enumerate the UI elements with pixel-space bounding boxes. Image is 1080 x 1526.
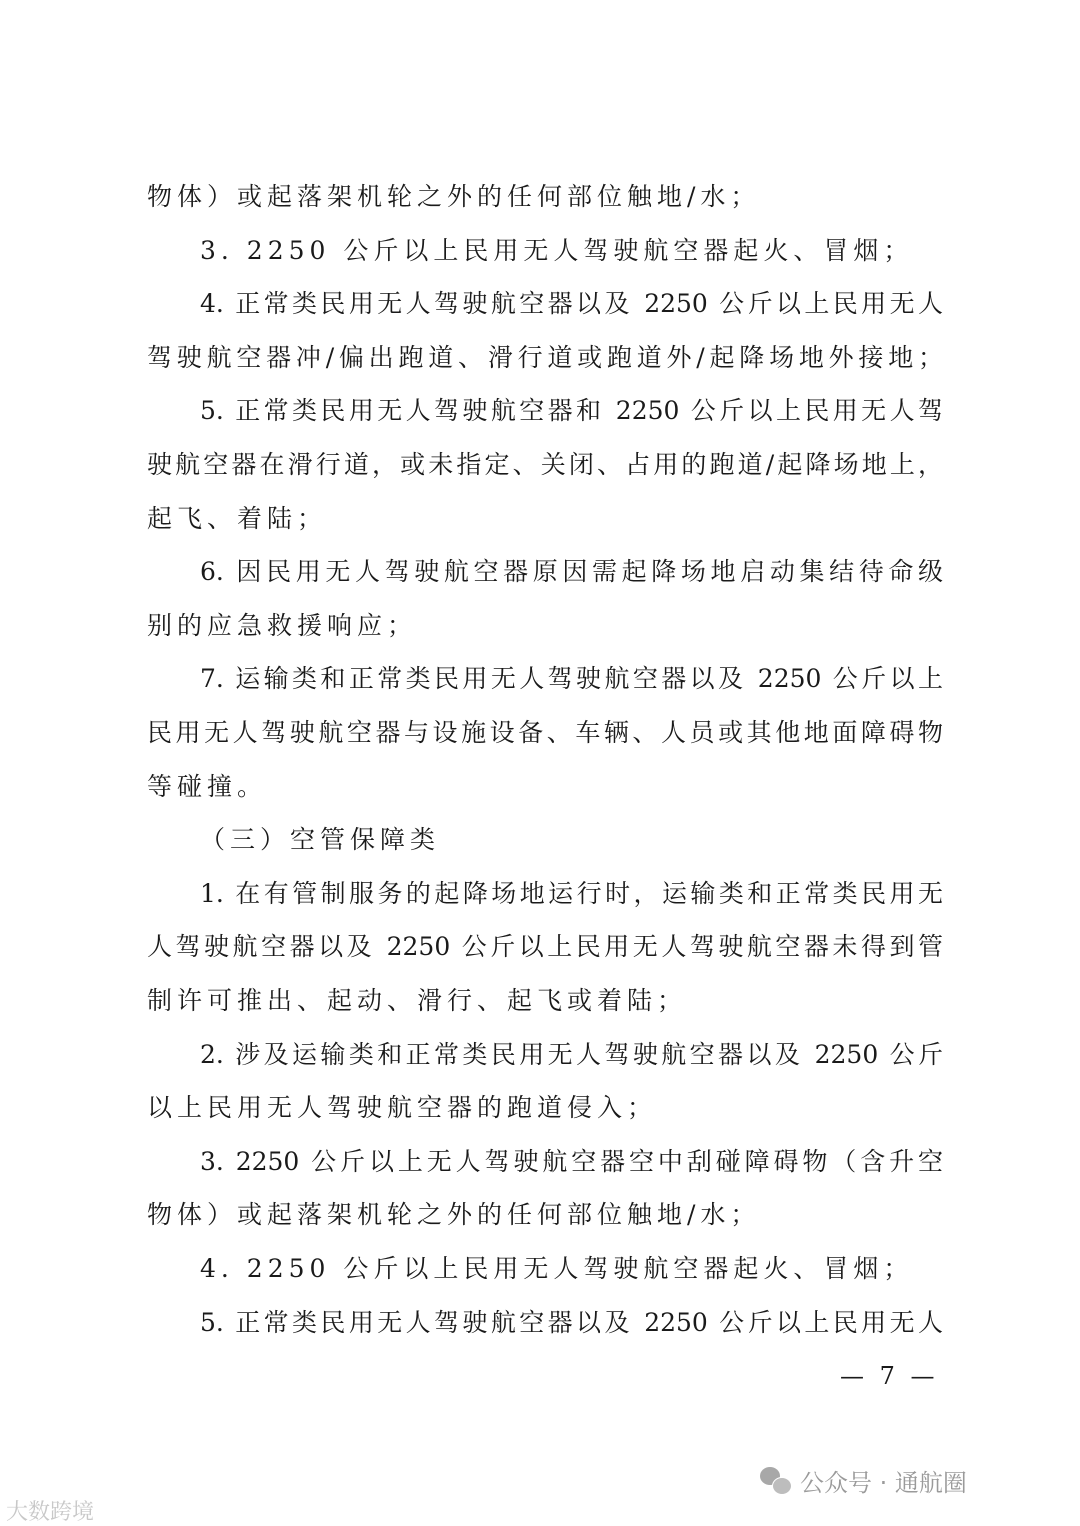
page-number: — 7 — xyxy=(840,1362,939,1390)
text-line: 民用无人驾驶航空器与设施设备、车辆、人员或其他地面障碍物 xyxy=(147,718,943,747)
watermark-left xyxy=(6,1495,94,1526)
text-line: 别的应急救援响应； xyxy=(147,610,418,640)
text-line: 物体）或起落架机轮之外的任何部位触地/水； xyxy=(147,182,761,211)
text-line: （三）空管保障类 xyxy=(200,825,441,855)
text-line: 驾驶航空器冲/偏出跑道、滑行道或跑道外/起降场地外接地； xyxy=(147,342,943,372)
text-line: 以上民用无人驾驶航空器的跑道侵入； xyxy=(147,1093,658,1123)
text-line: 7. 运输类和正常类民用无人驾驶航空器以及 2250 公斤以上 xyxy=(200,664,943,694)
text-line: 3. 2250 公斤以上民用无人驾驶航空器起火、冒烟； xyxy=(200,235,914,265)
text-line: 5. 正常类民用无人驾驶航空器以及 2250 公斤以上民用无人 xyxy=(200,1307,943,1337)
watermark-left-text: 大数跨境 xyxy=(6,1500,95,1525)
text-line: 物体）或起落架机轮之外的任何部位触地/水； xyxy=(147,1200,761,1230)
text-line: 4. 2250 公斤以上民用无人驾驶航空器起火、冒烟； xyxy=(200,1254,914,1283)
text-line: 1. 在有管制服务的起降场地运行时，运输类和正常类民用无 xyxy=(200,878,943,908)
text-line: 起飞、着陆； xyxy=(147,503,328,533)
text-line: 5. 正常类民用无人驾驶航空器和 2250 公斤以上民用无人驾 xyxy=(200,396,943,426)
text-line: 驶航空器在滑行道，或未指定、关闭、占用的跑道/起降场地上， xyxy=(147,450,943,479)
text-line: 2. 涉及运输类和正常类民用无人驾驶航空器以及 2250 公斤 xyxy=(200,1039,943,1069)
text-line: 人驾驶航空器以及 2250 公斤以上民用无人驾驶航空器未得到管 xyxy=(147,932,943,962)
text-line: 3. 2250 公斤以上无人驾驶航空器空中刮碰障碍物（含升空 xyxy=(200,1146,943,1176)
text-line: 制许可推出、起动、滑行、起飞或着陆； xyxy=(147,986,688,1015)
watermark-right xyxy=(760,1463,967,1498)
text-line: 等碰撞。 xyxy=(147,771,268,801)
text-line: 4. 正常类民用无人驾驶航空器以及 2250 公斤以上民用无人 xyxy=(200,289,943,319)
wechat-icon xyxy=(760,1467,792,1495)
text-line: 6. 因民用无人驾驶航空器原因需起降场地启动集结待命级 xyxy=(200,557,943,587)
watermark-right-text: 公众号 · 通航圈 xyxy=(800,1469,967,1497)
